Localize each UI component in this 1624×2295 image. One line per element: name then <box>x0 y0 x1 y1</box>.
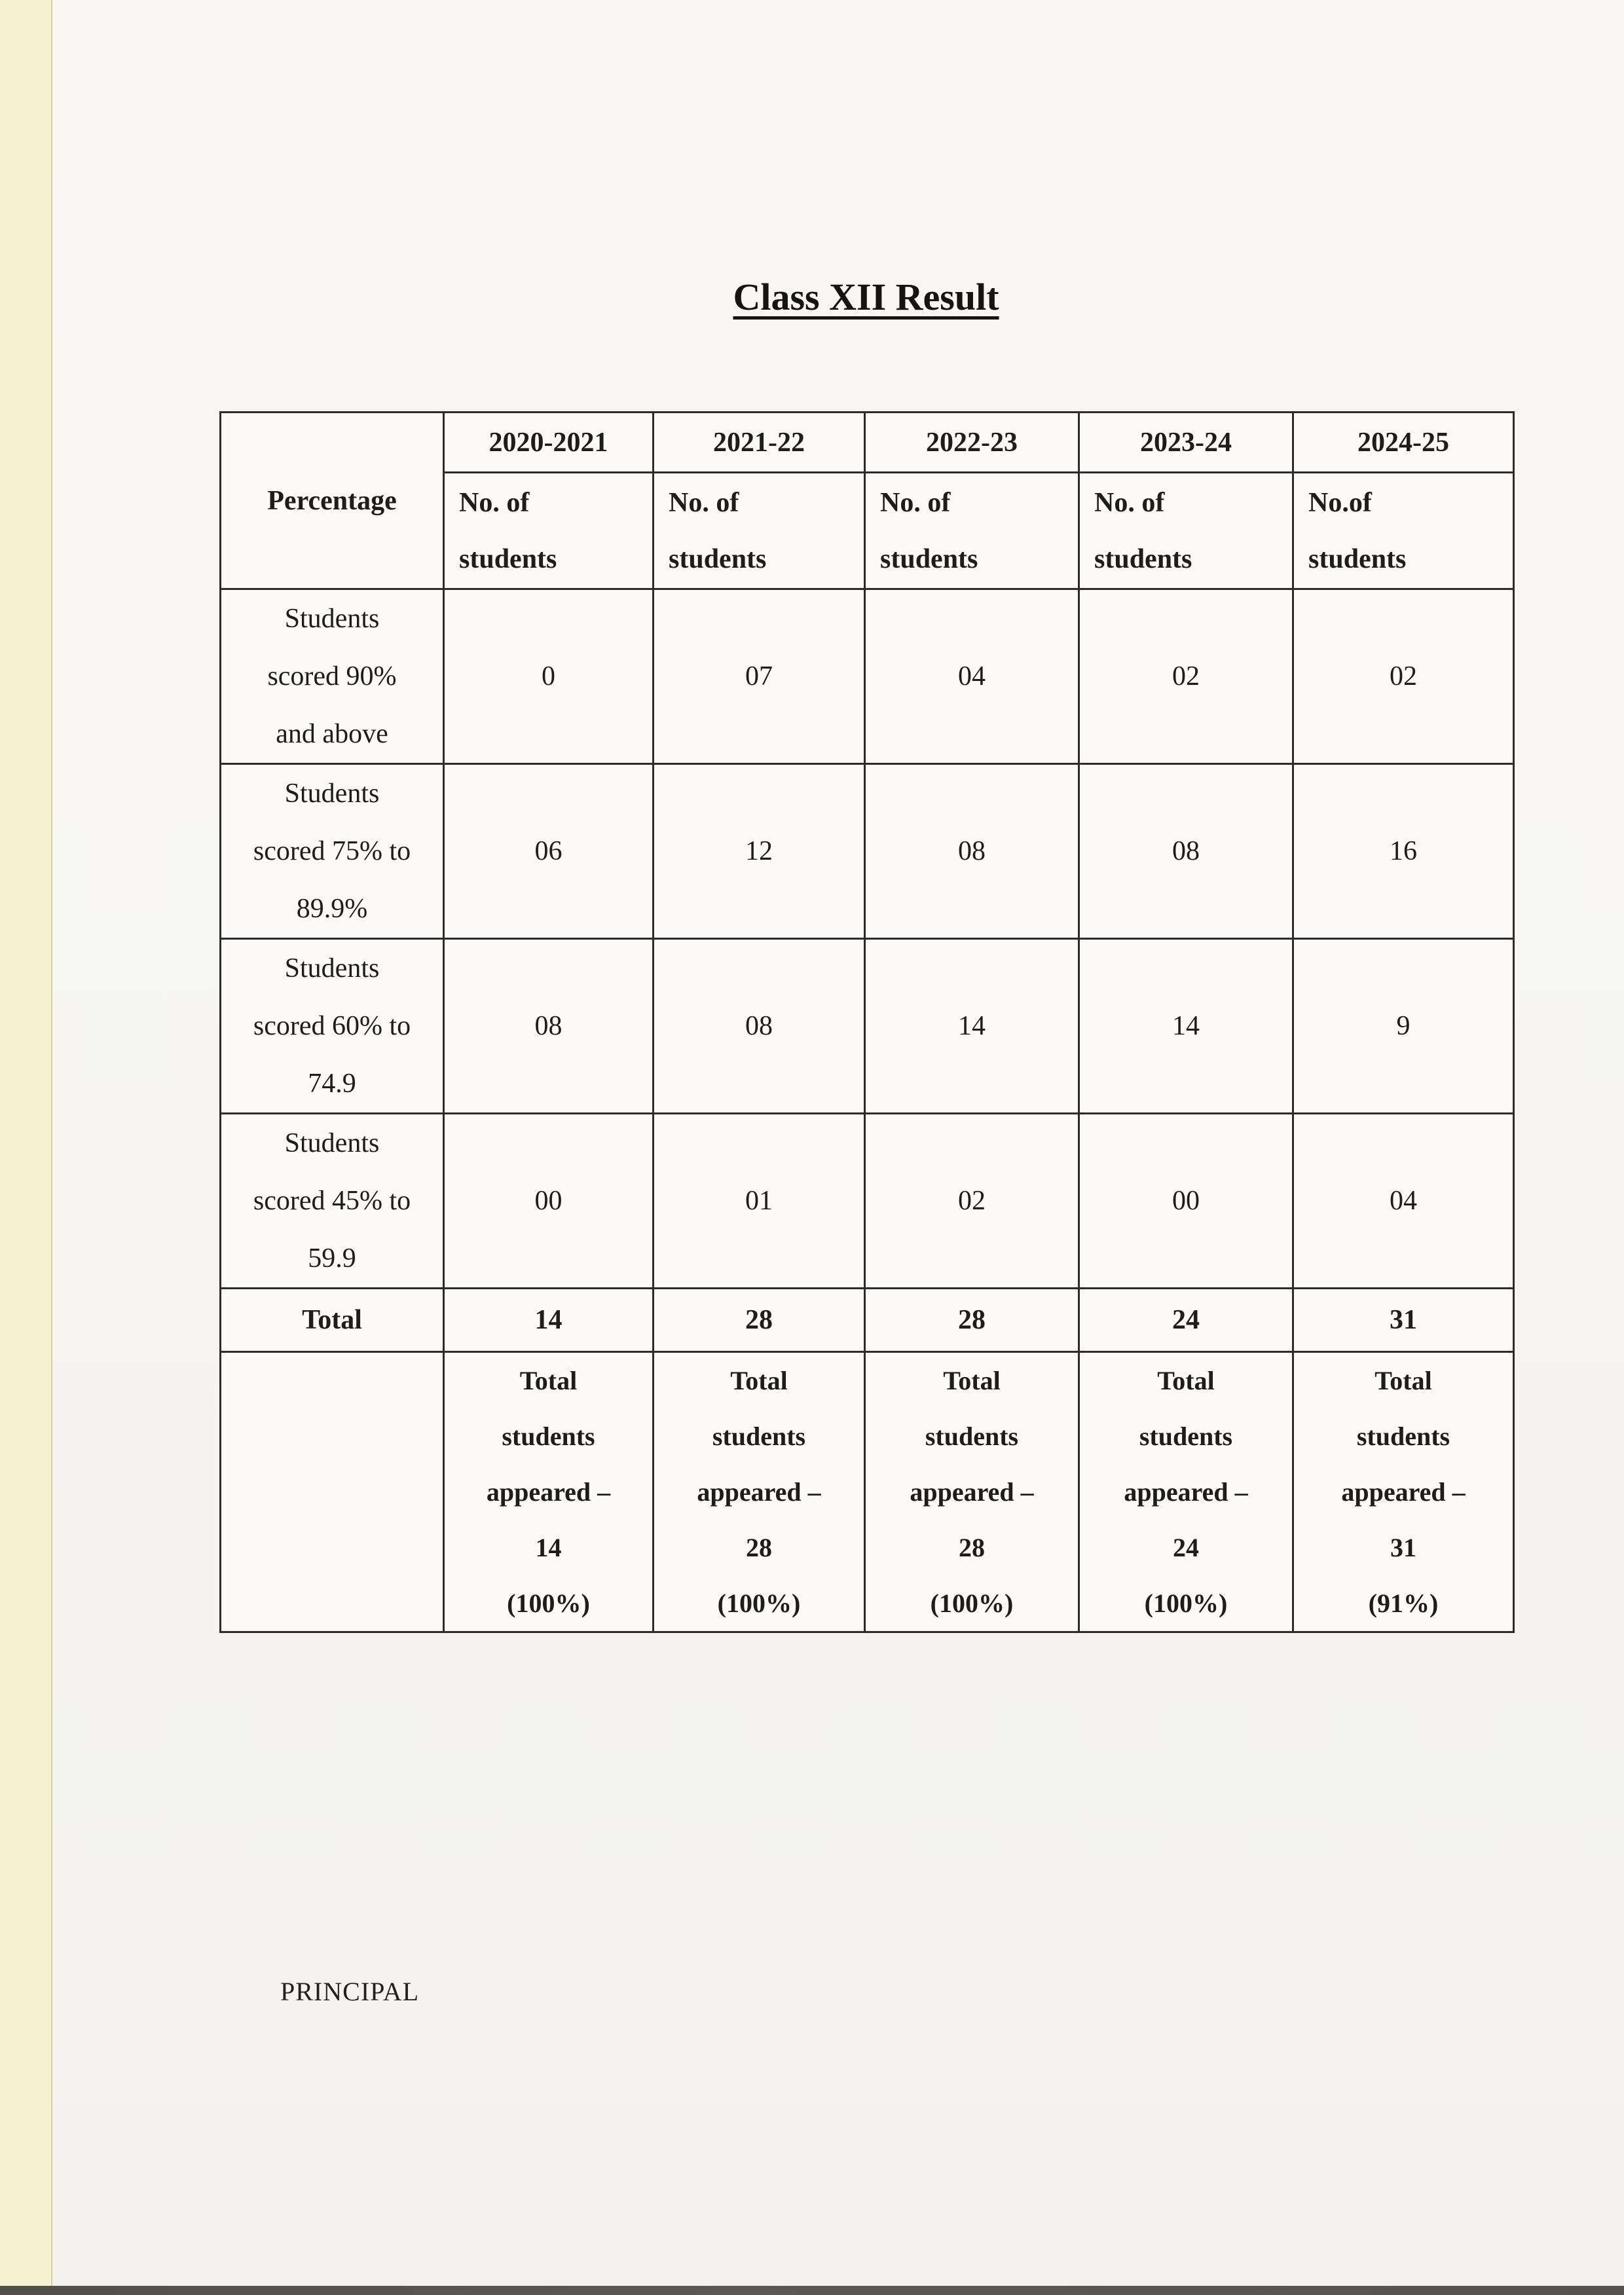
paper-edge-strip <box>0 0 52 2295</box>
year-header-cell: 2024-25 <box>1293 413 1514 473</box>
appeared-line: Total <box>1157 1366 1215 1395</box>
total-value-cell: 14 <box>444 1289 654 1352</box>
appeared-line: students <box>1356 1422 1450 1451</box>
scanner-edge-bar <box>0 2286 1624 2295</box>
value-cell: 08 <box>865 764 1079 939</box>
appeared-cell <box>444 1352 654 1632</box>
value-cell: 00 <box>444 1114 654 1289</box>
table-row <box>221 764 1514 939</box>
appeared-line: (91%) <box>1368 1588 1439 1618</box>
principal-signature: PRINCIPAL <box>280 1977 420 2006</box>
value-cell: 08 <box>1079 764 1293 939</box>
value-cell: 01 <box>654 1114 865 1289</box>
appeared-line: (100%) <box>1144 1588 1228 1618</box>
page-title: Class XII Result <box>733 276 999 318</box>
subheader-cell <box>444 473 654 589</box>
total-value-cell: 24 <box>1079 1289 1293 1352</box>
row-label-line: scored 60% to <box>253 1011 411 1041</box>
appeared-line: (100%) <box>507 1588 590 1618</box>
total-value-cell: 28 <box>865 1289 1079 1352</box>
subheader-cell <box>1079 473 1293 589</box>
row-label-line: Students <box>284 779 380 809</box>
result-table <box>219 411 1515 1633</box>
subheader-line: students <box>1094 543 1192 574</box>
value-cell: 00 <box>1079 1114 1293 1289</box>
appeared-line: 24 <box>1173 1533 1199 1562</box>
subheader-line: No. of <box>1094 487 1165 518</box>
year-header-cell: 2022-23 <box>865 413 1079 473</box>
appeared-cell <box>654 1352 865 1632</box>
appeared-line: (100%) <box>930 1588 1014 1618</box>
row-label-line: Students <box>284 953 380 983</box>
value-cell: 9 <box>1293 939 1514 1114</box>
row-label <box>221 764 444 939</box>
subheader-line: students <box>459 543 557 574</box>
year-header-cell: 2020-2021 <box>444 413 654 473</box>
row-label-line: Students <box>284 604 380 634</box>
appeared-row <box>221 1352 1514 1632</box>
row-label-line: scored 75% to <box>253 836 411 866</box>
value-cell: 08 <box>444 939 654 1114</box>
row-label <box>221 939 444 1114</box>
appeared-line: Total <box>1375 1366 1432 1395</box>
value-cell: 06 <box>444 764 654 939</box>
value-cell: 02 <box>865 1114 1079 1289</box>
value-cell: 08 <box>654 939 865 1114</box>
subheader-line: No.of <box>1308 487 1372 518</box>
appeared-line: appeared – <box>1341 1477 1466 1507</box>
empty-cell <box>221 1352 444 1632</box>
appeared-line: appeared – <box>1124 1477 1248 1507</box>
value-cell: 02 <box>1079 589 1293 764</box>
subheader-line: students <box>880 543 978 574</box>
total-row <box>221 1289 1514 1352</box>
appeared-line: Total <box>519 1366 578 1395</box>
year-header-cell: 2023-24 <box>1079 413 1293 473</box>
appeared-line: students <box>712 1422 806 1451</box>
value-cell: 14 <box>1079 939 1293 1114</box>
subheader-cell <box>1293 473 1514 589</box>
total-label: Total <box>221 1289 444 1352</box>
appeared-line: appeared – <box>697 1477 821 1507</box>
appeared-line: appeared – <box>486 1477 611 1507</box>
table-row <box>221 1114 1514 1289</box>
total-value-cell: 31 <box>1293 1289 1514 1352</box>
appeared-line: 28 <box>746 1533 772 1562</box>
percentage-header-cell: Percentage <box>221 413 444 589</box>
table-row <box>221 939 1514 1114</box>
appeared-line: (100%) <box>717 1588 801 1618</box>
row-label-line: and above <box>276 719 388 749</box>
appeared-line: Total <box>943 1366 1001 1395</box>
value-cell: 04 <box>865 589 1079 764</box>
year-header-row <box>221 413 1514 473</box>
appeared-line: appeared – <box>910 1477 1034 1507</box>
appeared-line: 31 <box>1390 1533 1416 1562</box>
row-label-line: 74.9 <box>308 1069 356 1099</box>
appeared-cell <box>865 1352 1079 1632</box>
appeared-line: 28 <box>959 1533 985 1562</box>
value-cell: 14 <box>865 939 1079 1114</box>
value-cell: 16 <box>1293 764 1514 939</box>
year-header-cell: 2021-22 <box>654 413 865 473</box>
subheader-cell <box>865 473 1079 589</box>
table-row <box>221 589 1514 764</box>
value-cell: 0 <box>444 589 654 764</box>
value-cell: 07 <box>654 589 865 764</box>
total-value-cell: 28 <box>654 1289 865 1352</box>
row-label-line: scored 90% <box>267 661 397 691</box>
appeared-line: 14 <box>535 1533 562 1562</box>
appeared-line: Total <box>730 1366 788 1395</box>
row-label <box>221 1114 444 1289</box>
appeared-cell <box>1293 1352 1514 1632</box>
subheader-line: No. of <box>880 487 951 518</box>
row-label-line: Students <box>284 1128 380 1158</box>
subheader-line: students <box>669 543 767 574</box>
value-cell: 04 <box>1293 1114 1514 1289</box>
subheader-line: No. of <box>459 487 530 518</box>
subheader-line: students <box>1308 543 1407 574</box>
appeared-line: students <box>1139 1422 1233 1451</box>
row-label <box>221 589 444 764</box>
row-label-line: scored 45% to <box>253 1186 411 1216</box>
appeared-line: students <box>502 1422 595 1451</box>
row-label-line: 89.9% <box>296 894 368 924</box>
appeared-line: students <box>925 1422 1019 1451</box>
row-label-line: 59.9 <box>308 1243 356 1274</box>
appeared-cell <box>1079 1352 1293 1632</box>
value-cell: 12 <box>654 764 865 939</box>
value-cell: 02 <box>1293 589 1514 764</box>
subheader-cell <box>654 473 865 589</box>
subheader-line: No. of <box>669 487 739 518</box>
